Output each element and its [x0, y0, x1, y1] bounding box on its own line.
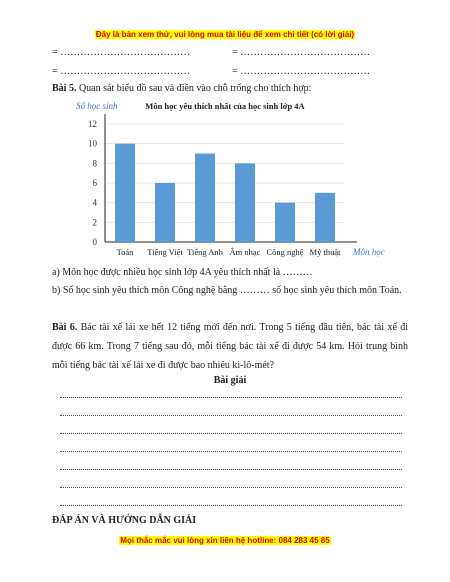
bar — [155, 183, 175, 242]
answer-line — [60, 487, 402, 488]
x-axis-label: Môn học — [353, 247, 385, 257]
bar-chart-svg — [60, 100, 400, 260]
x-tick-label: Mỹ thuật — [309, 247, 341, 257]
x-tick-label: Công nghệ — [266, 247, 304, 257]
exercise-6-body: Bác tài xế lái xe hết 12 tiếng mới đến nơi. Trong 5 tiếng đầu tiên, bác tài xế đi được 66 km. Trong 7 tiếng sau đó, mỗi tiếng bác tài xế đi được 54 km. Hỏi trung bình mỗi tiếng bác tài xế lái xe đi được bao nhiêu ki-lô-mét? — [52, 322, 409, 371]
exercise-5-text: Quan sát biểu đồ sau và điền vào chỗ trống cho thích hợp: — [78, 83, 312, 94]
answer-line — [60, 469, 402, 470]
exercise-5-label: Bài 5. — [52, 83, 77, 94]
answer-heading: ĐÁP ÁN VÀ HƯỚNG DẪN GIẢI — [52, 515, 197, 526]
solution-title: Bài giải — [213, 375, 247, 386]
exercise-5-prompt — [52, 83, 311, 95]
y-axis-label: Số học sinh — [76, 101, 118, 111]
y-tick-label: 0 — [92, 237, 97, 247]
y-tick-label: 2 — [92, 217, 97, 228]
answer-line — [60, 451, 402, 452]
preview-banner: Đây là bản xem thử, vui lòng mua tài liệu để xem chi tiết (có lời giải) — [95, 30, 355, 39]
bar — [275, 203, 295, 242]
chart-title: Môn học yêu thích nhất của học sinh lớp 4A — [145, 101, 305, 111]
x-tick-label: Tiếng Anh — [187, 247, 223, 257]
bar — [315, 193, 335, 242]
answer-line — [60, 415, 402, 416]
bar — [235, 163, 255, 242]
answer-line — [60, 433, 402, 434]
exercise-6-label: Bài 6. — [52, 322, 78, 333]
y-tick-label: 8 — [92, 158, 97, 169]
x-tick-label: Tiếng Việt — [147, 247, 183, 257]
y-tick-label: 12 — [88, 119, 97, 129]
hotline-banner: Mọi thắc mắc vui lòng xin liên hệ hotline: 084 283 45 85 — [120, 536, 330, 545]
fill-line: = ………………………………… — [232, 66, 371, 77]
fill-line: = ………………………………… — [232, 47, 371, 58]
answer-line — [60, 505, 402, 506]
x-tick-label: Âm nhạc — [229, 247, 261, 257]
y-tick-label: 4 — [92, 197, 97, 208]
answer-line — [60, 397, 402, 398]
exercise-6-text — [52, 318, 408, 375]
x-tick-label: Toán — [116, 247, 134, 257]
bar — [115, 144, 135, 242]
fill-line: = ………………………………… — [52, 47, 191, 58]
fill-line: = ………………………………… — [52, 66, 191, 77]
question-b: b) Số học sinh yêu thích môn Công nghệ bằng ……… số học sinh yêu thích môn Toán. — [52, 285, 402, 296]
bar-chart — [60, 100, 400, 260]
bar — [195, 154, 215, 243]
y-tick-label: 6 — [92, 178, 97, 188]
question-a: a) Môn học được nhiều học sinh lớp 4A yêu thích nhất là ……… — [52, 267, 313, 278]
y-tick-label: 10 — [88, 138, 97, 149]
